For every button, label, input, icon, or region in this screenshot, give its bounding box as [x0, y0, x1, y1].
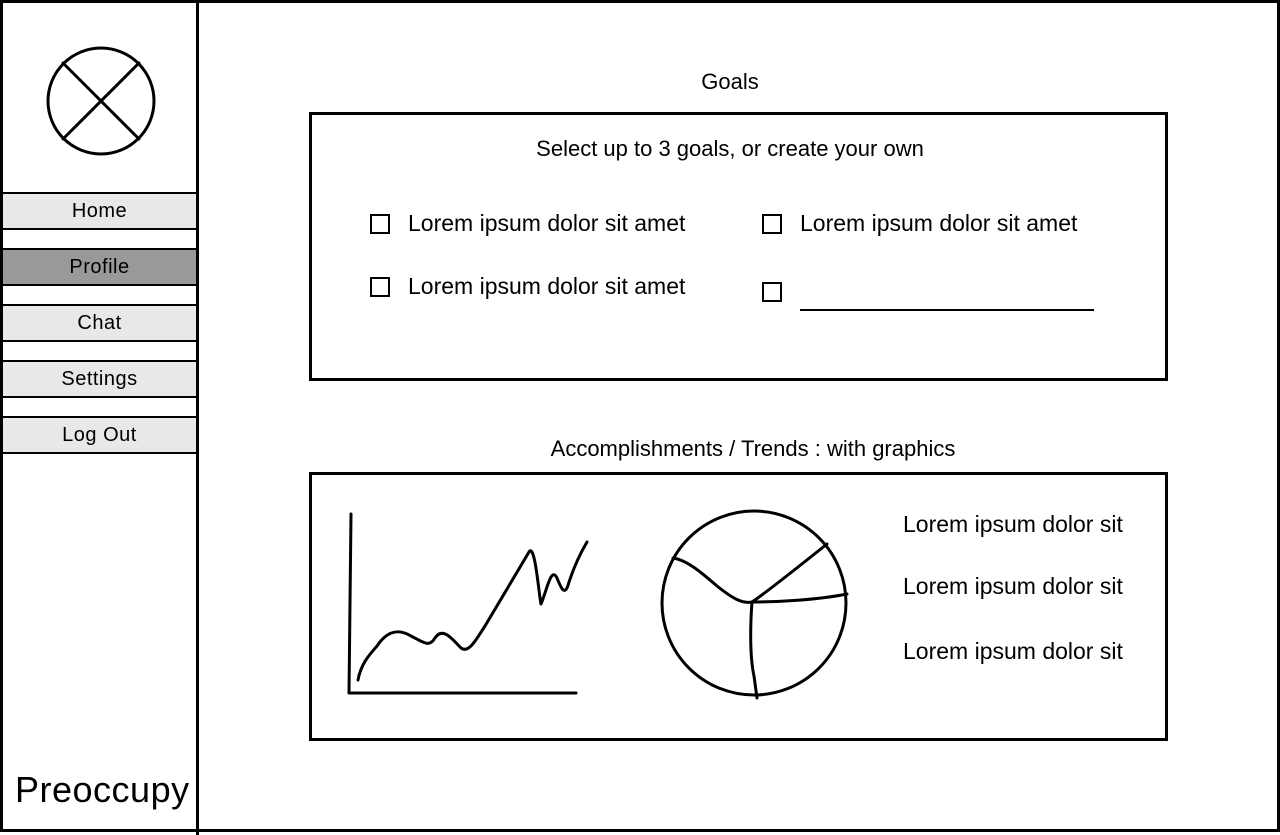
- goal-option-2[interactable]: [762, 210, 1077, 237]
- goal-option-3[interactable]: [370, 273, 685, 300]
- custom-goal-input[interactable]: [800, 283, 1094, 311]
- goal-checkbox-2[interactable]: [762, 214, 782, 234]
- accomplishments-title: Accomplishments / Trends : with graphics: [550, 436, 956, 461]
- accomplishment-item-2: Lorem ipsum dolor sit: [903, 573, 1123, 599]
- sidebar: [3, 3, 199, 835]
- sidebar-item-settings[interactable]: Settings: [3, 360, 196, 398]
- sidebar-item-home[interactable]: Home: [3, 192, 196, 230]
- accomplishment-item-1: Lorem ipsum dolor sit: [903, 511, 1123, 537]
- goals-instruction: Select up to 3 goals, or create your own: [536, 136, 924, 161]
- app-brand: Preoccupy: [15, 769, 190, 810]
- goal-label-2: Lorem ipsum dolor sit amet: [800, 210, 1078, 236]
- goal-option-1[interactable]: [370, 210, 685, 237]
- line-chart-sketch: [343, 508, 593, 700]
- accomplishment-item-3: Lorem ipsum dolor sit: [903, 638, 1123, 664]
- goal-label-3: Lorem ipsum dolor sit amet: [408, 273, 686, 299]
- pie-chart-sketch: [657, 508, 851, 704]
- goal-label-1: Lorem ipsum dolor sit amet: [408, 210, 686, 236]
- goal-checkbox-3[interactable]: [370, 277, 390, 297]
- sidebar-item-log-out[interactable]: Log Out: [3, 416, 196, 454]
- sidebar-item-profile[interactable]: Profile: [3, 248, 196, 286]
- placeholder-image-icon: [45, 45, 157, 157]
- goal-checkbox-1[interactable]: [370, 214, 390, 234]
- goals-panel: [309, 112, 1168, 381]
- goal-checkbox-custom[interactable]: [762, 282, 782, 302]
- goal-option-custom[interactable]: [762, 273, 1094, 311]
- goals-title: Goals: [701, 69, 759, 94]
- sidebar-item-chat[interactable]: Chat: [3, 304, 196, 342]
